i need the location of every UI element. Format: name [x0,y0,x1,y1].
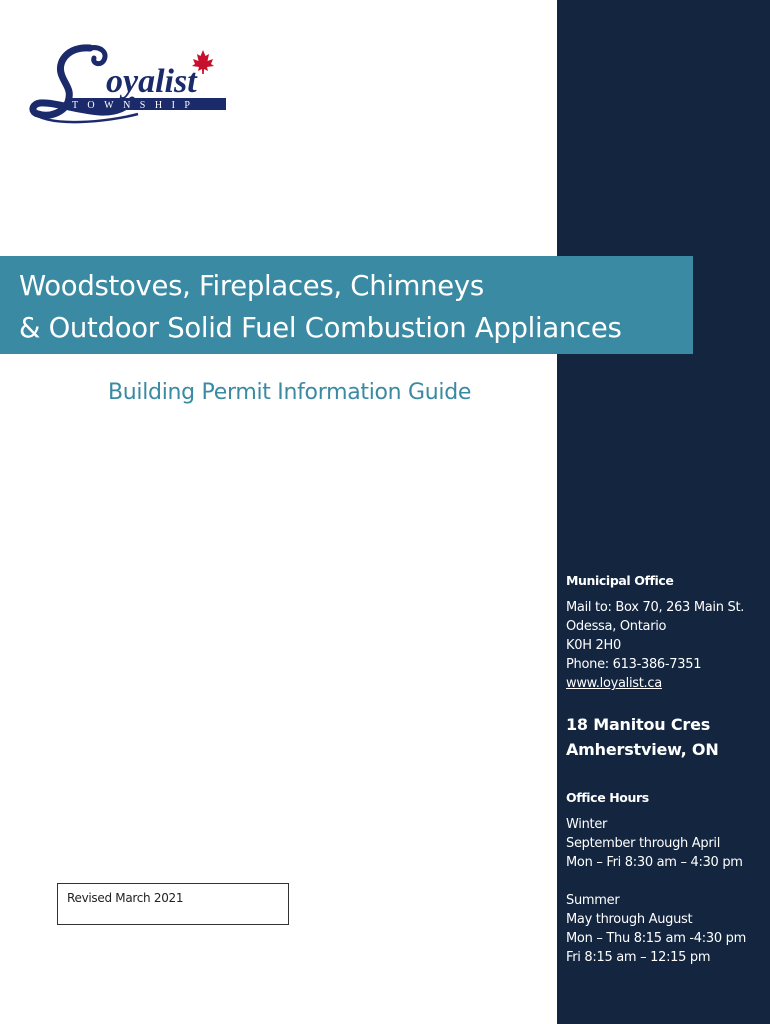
logo-wordmark: oyalist [106,63,197,100]
mailing-address-block [566,598,744,693]
mail-line: K0H 2H0 [566,638,621,653]
summer-label: Summer [566,893,620,908]
office-hours-heading: Office Hours [566,790,649,805]
winter-label: Winter [566,817,608,832]
website-link[interactable]: www.loyalist.ca [566,676,662,691]
title-line-2: & Outdoor Solid Fuel Combustion Appliances [19,312,622,344]
street-address-block [566,712,719,762]
mail-line: Mail to: Box 70, 263 Main St. [566,600,745,615]
loyalist-township-logo [28,40,233,130]
summer-weekday-hours: Mon – Thu 8:15 am -4:30 pm [566,931,746,946]
phone-line: Phone: 613-386-7351 [566,657,702,672]
address-line: Amherstview, ON [566,740,719,759]
mail-line: Odessa, Ontario [566,619,667,634]
summer-hours-block [566,891,746,967]
logo-township-text: TOWNSHIP [72,100,200,111]
winter-hours: Mon – Fri 8:30 am – 4:30 pm [566,855,743,870]
summer-friday-hours: Fri 8:15 am – 12:15 pm [566,950,711,965]
guide-subtitle: Building Permit Information Guide [108,380,472,405]
winter-months: September through April [566,836,721,851]
municipal-office-heading: Municipal Office [566,573,674,588]
revised-date-text: Revised March 2021 [67,891,184,905]
title-line-1: Woodstoves, Fireplaces, Chimneys [19,270,484,302]
winter-hours-block [566,815,743,872]
title-banner [0,256,693,354]
summer-months: May through August [566,912,693,927]
revised-date-box [57,883,289,925]
address-line: 18 Manitou Cres [566,715,711,734]
logo-graphic [28,40,233,130]
